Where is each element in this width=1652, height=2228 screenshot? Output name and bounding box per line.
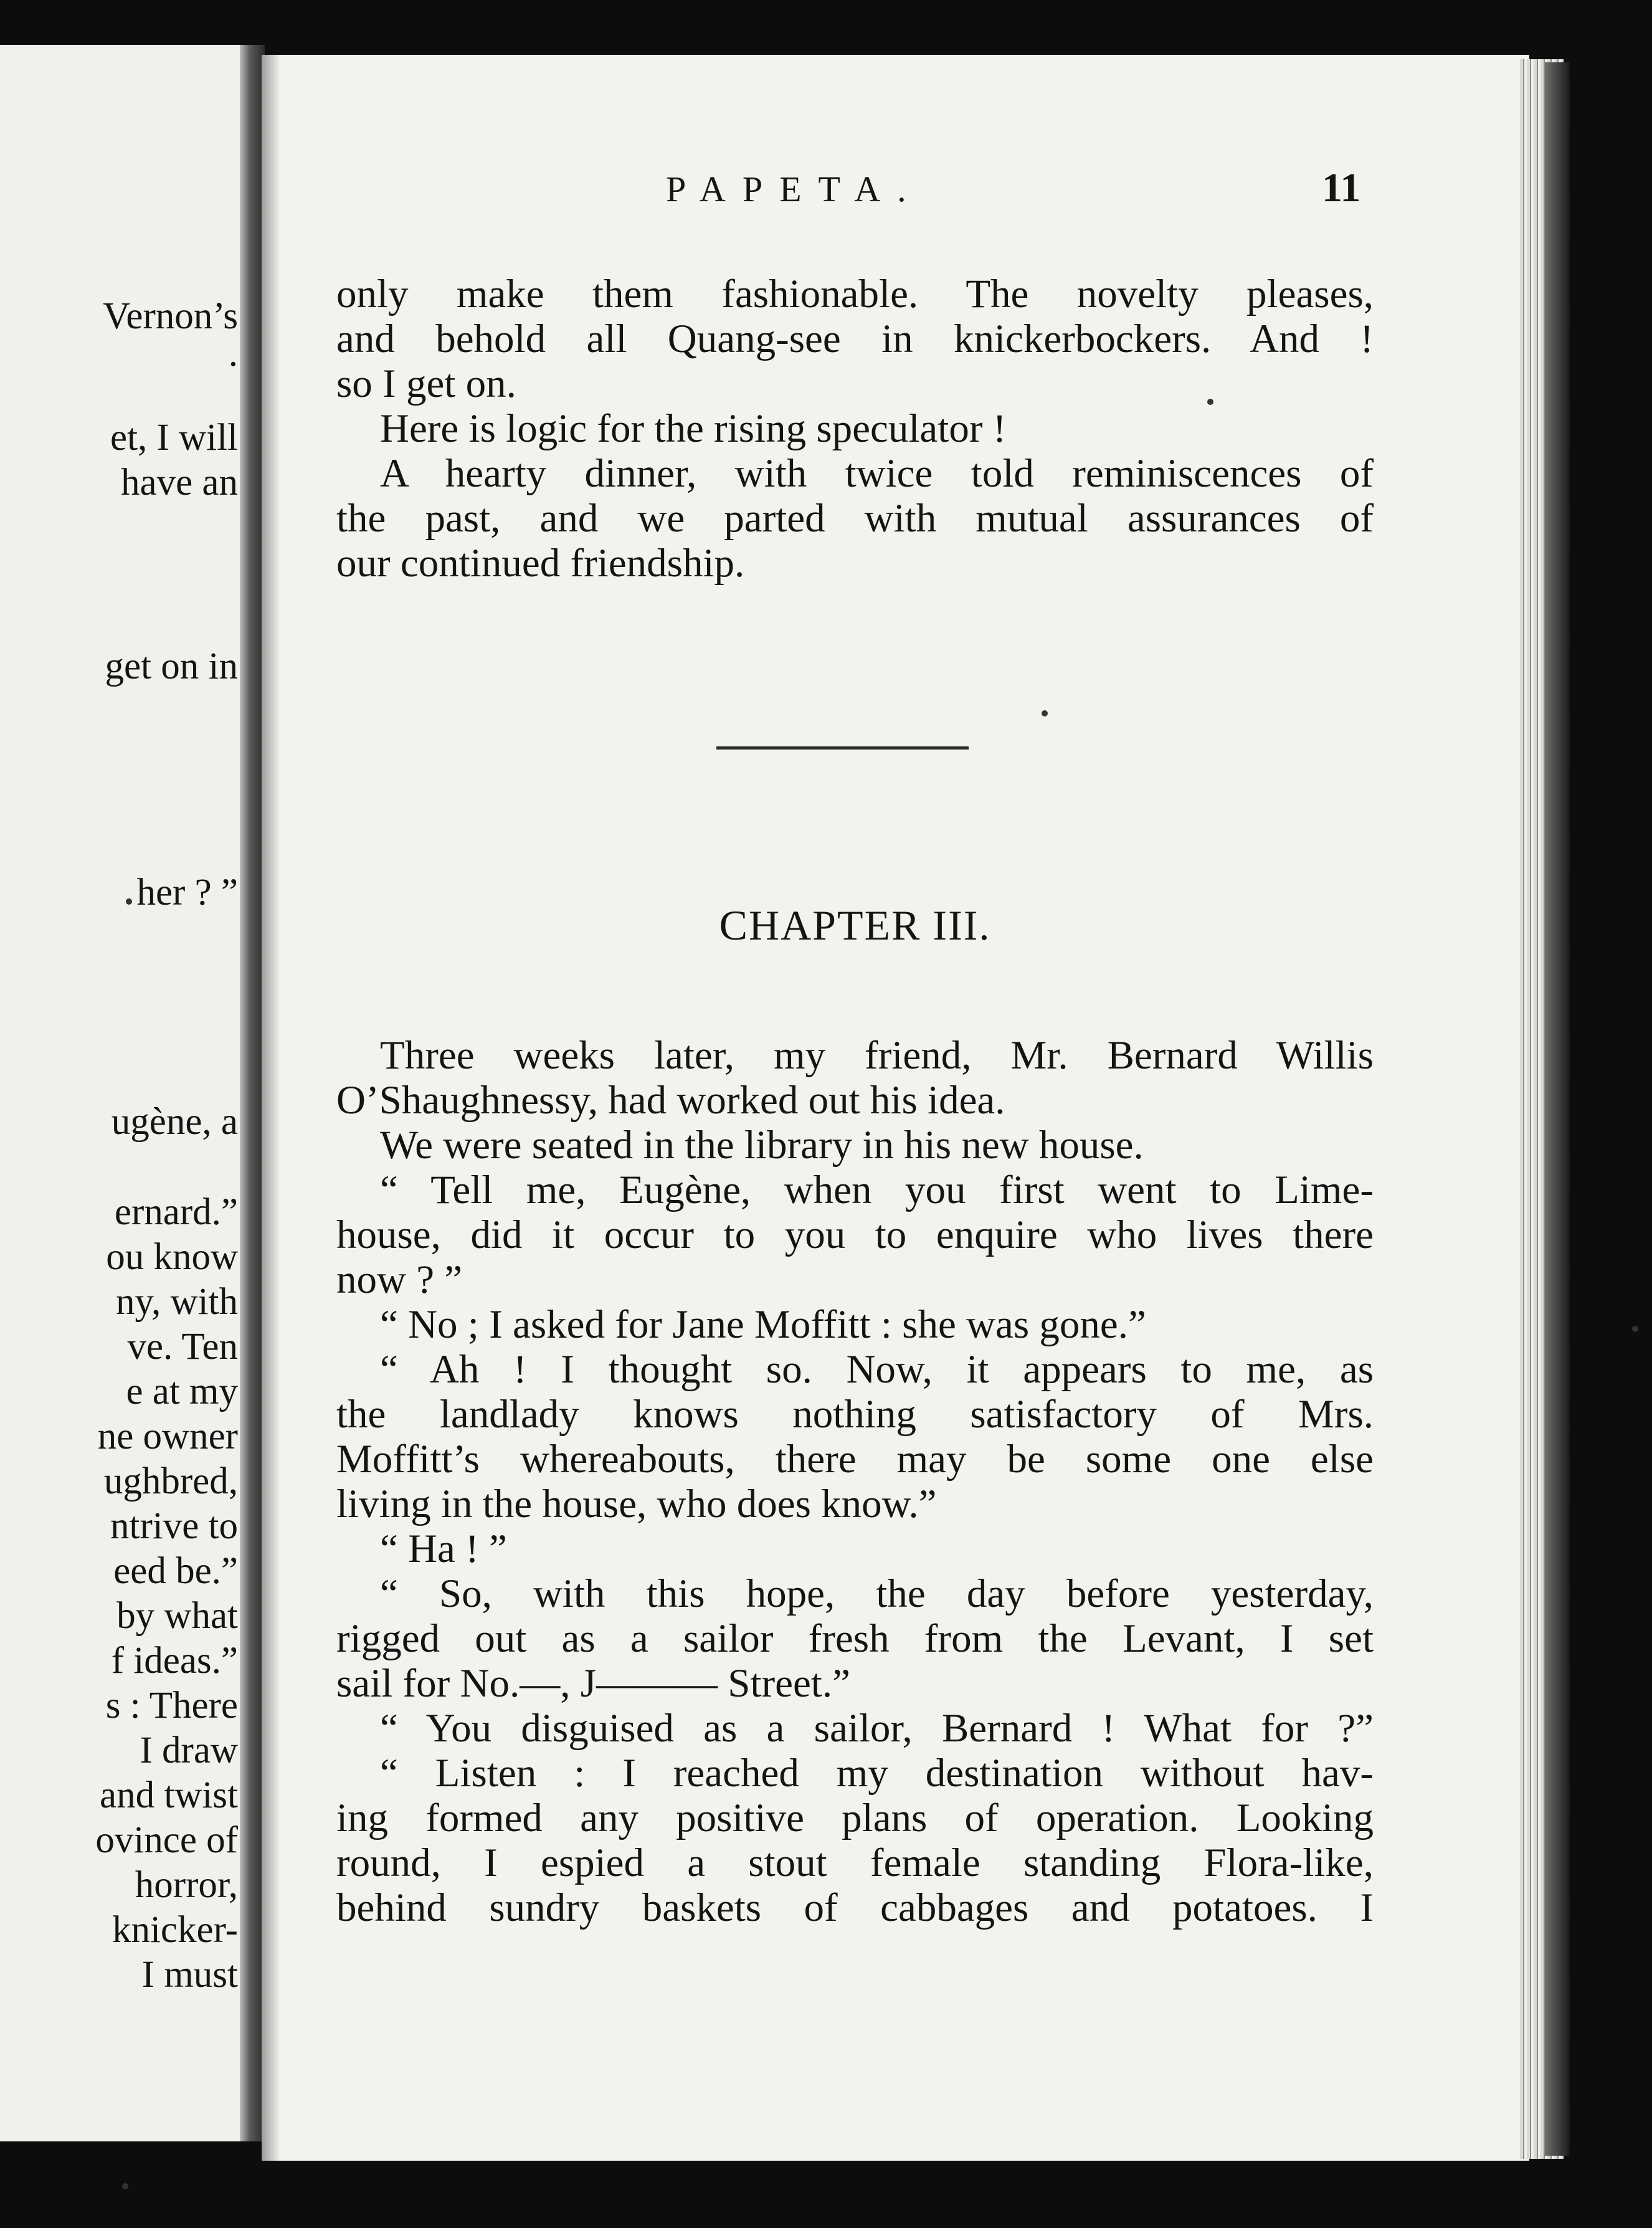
- left-line: I draw: [140, 1730, 238, 1771]
- text-line: living in the house, who does know.”: [336, 1482, 937, 1526]
- text-line: “ Tell me, Eugène, when you first went to Lime-: [380, 1168, 1374, 1212]
- left-line: and twist: [100, 1774, 238, 1816]
- text-line: so I get on.: [336, 361, 516, 406]
- left-line: Vernon’s: [103, 295, 238, 337]
- text-line: behind sundry baskets of cabbages and potatoes. I: [336, 1885, 1374, 1930]
- ink-speck: [1207, 399, 1213, 405]
- left-line: .: [228, 333, 238, 374]
- left-line: ou know: [106, 1236, 238, 1278]
- left-line: her ? ”: [136, 872, 238, 913]
- left-line: get on in: [105, 645, 238, 687]
- book-edge-shadow: [1545, 62, 1570, 2156]
- text-line: rigged out as a sailor fresh from the Levant, I set: [336, 1616, 1374, 1661]
- text-line: the landlady knows nothing satisfactory of Mrs.: [336, 1392, 1374, 1437]
- top-paragraphs: [336, 272, 1374, 586]
- left-facing-page: [0, 45, 250, 2141]
- text-line: Moffitt’s whereabouts, there may be some one else: [336, 1437, 1374, 1482]
- text-line: “ No ; I asked for Jane Moffitt : she was gone.”: [380, 1302, 1146, 1347]
- text-line: Three weeks later, my friend, Mr. Bernard Willis: [380, 1033, 1374, 1078]
- text-line: “ Ah ! I thought so. Now, it appears to me, as: [380, 1347, 1374, 1392]
- page-number: 11: [1322, 165, 1361, 211]
- left-line: ernard.”: [114, 1191, 238, 1233]
- text-line: “ So, with this hope, the day before yesterday,: [380, 1571, 1374, 1616]
- text-line: Here is logic for the rising speculator !: [380, 406, 1007, 451]
- text-line: and behold all Quang-see in knickerbockers. And !: [336, 317, 1374, 361]
- left-line: ovince of: [95, 1819, 238, 1861]
- left-line: I must: [141, 1954, 238, 1996]
- text-line: house, did it occur to you to enquire who lives there: [336, 1212, 1374, 1257]
- text-line: round, I espied a stout female standing Flora-like,: [336, 1840, 1374, 1885]
- chapter-heading: CHAPTER III.: [719, 902, 991, 949]
- left-line: ne owner: [97, 1416, 238, 1457]
- text-line: now ? ”: [336, 1257, 463, 1302]
- left-line: ugène, a: [111, 1101, 238, 1143]
- text-line: “ Listen : I reached my destination without hav-: [380, 1751, 1374, 1796]
- chapter-text: [336, 1033, 1374, 1930]
- left-line: et, I will: [110, 417, 238, 459]
- text-line: A hearty dinner, with twice told reminiscences of: [380, 451, 1374, 496]
- text-line: “ Ha ! ”: [380, 1526, 507, 1571]
- section-divider: [716, 746, 969, 750]
- left-line: knicker-: [112, 1909, 238, 1951]
- text-line: We were seated in the library in his new house.: [380, 1123, 1144, 1168]
- left-line: by what: [116, 1595, 238, 1637]
- text-line: the past, and we parted with mutual assurances of: [336, 496, 1374, 541]
- left-line: ughbred,: [103, 1460, 238, 1502]
- left-line: have an: [121, 462, 238, 503]
- left-line: f ideas.”: [111, 1640, 238, 1682]
- ink-speck: [1042, 710, 1048, 716]
- left-line: ntrive to: [110, 1505, 238, 1547]
- book-gutter: [240, 45, 265, 2141]
- text-line: only make them fashionable. The novelty pleases,: [336, 272, 1374, 317]
- running-head: PAPETA.: [666, 169, 923, 209]
- text-line: ing formed any positive plans of operation. Looking: [336, 1796, 1374, 1840]
- ink-speck: [126, 898, 132, 905]
- text-line: “ You disguised as a sailor, Bernard ! What for ?”: [380, 1706, 1374, 1751]
- left-line: ve. Ten: [127, 1326, 238, 1368]
- left-line: ny, with: [116, 1281, 238, 1323]
- left-line: s : There: [105, 1685, 238, 1726]
- text-line: sail for No.—, J——— Street.”: [336, 1661, 851, 1706]
- left-line: e at my: [126, 1371, 238, 1412]
- gutter-shadow: [262, 55, 280, 2161]
- ink-speck: [122, 2183, 128, 2189]
- left-line: horror,: [135, 1864, 238, 1906]
- text-line: our continued friendship.: [336, 541, 745, 586]
- ink-speck: [1632, 1326, 1638, 1332]
- left-line: eed be.”: [113, 1550, 238, 1592]
- text-line: O’Shaughnessy, had worked out his idea.: [336, 1078, 1005, 1123]
